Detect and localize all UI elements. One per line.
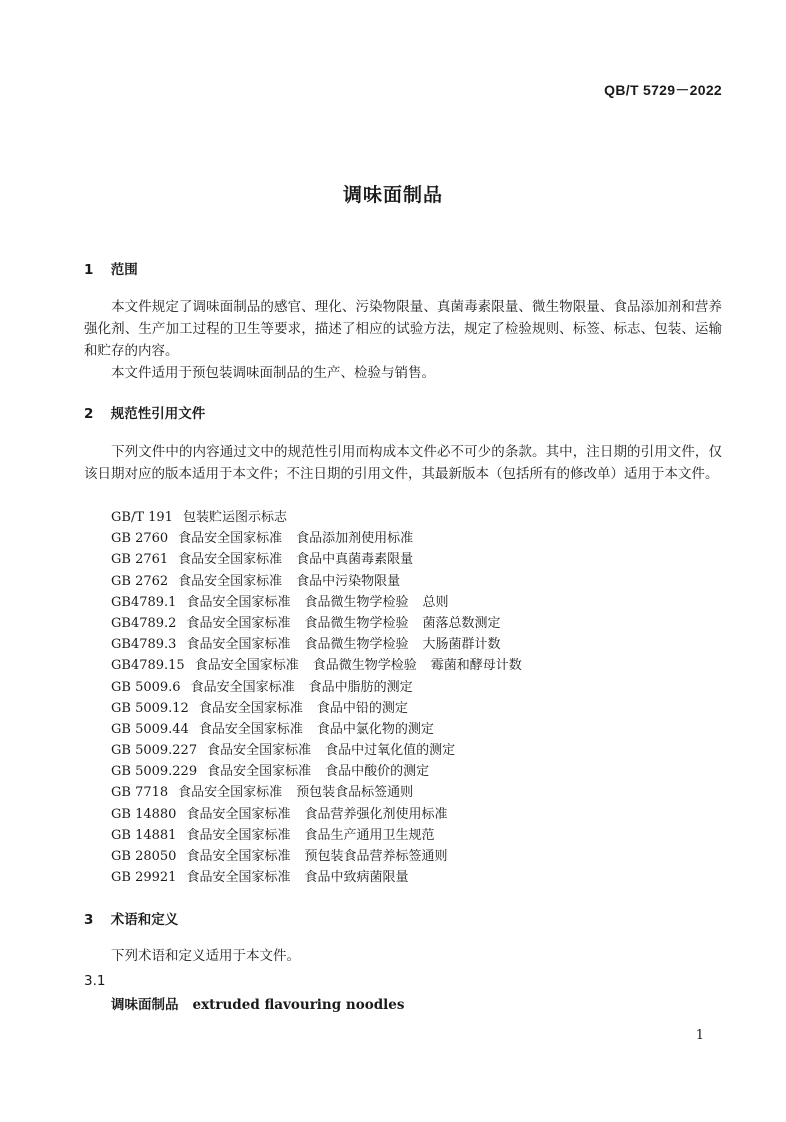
reference-title: 预包装食品营养标签通则 <box>304 849 448 864</box>
reference-title: 食品安全国家标准 <box>186 594 291 610</box>
reference-title: 食品中脂肪的测定 <box>308 679 413 695</box>
reference-code: GB4789.1 <box>111 594 177 610</box>
reference-title: 食品微生物学检验 <box>304 615 409 631</box>
reference-title: 食品安全国家标准 <box>178 573 283 589</box>
reference-title: 菌落总数测定 <box>422 615 501 631</box>
reference-item <box>111 655 536 676</box>
reference-title: 食品安全国家标准 <box>178 531 283 547</box>
term-chinese: 调味面制品 <box>111 997 179 1013</box>
reference-code: GB 2762 <box>111 573 169 589</box>
term-english: extruded flavouring noodles <box>192 997 405 1013</box>
scope-paragraph-1: 本文件规定了调味面制品的感官、理化、污染物限量、真菌毒素限量、微生物限量、食品添加剂和营养强化剂、生产加工过程的卫生等要求，描述了相应的试验方法，规定了检验规则、标签、标志、包装、运输和贮存的内容。 <box>84 299 722 359</box>
reference-code: GB4789.15 <box>111 658 185 674</box>
reference-title: 预包装食品标签通则 <box>296 785 414 801</box>
reference-code: GB 7718 <box>111 785 169 801</box>
section-2-heading <box>84 402 205 422</box>
reference-item <box>111 507 536 528</box>
scope-paragraph-2: 本文件适用于预包装调味面制品的生产、检验与销售。 <box>111 365 435 381</box>
reference-code: GB 5009.229 <box>111 764 198 780</box>
reference-code: GB 2761 <box>111 552 169 568</box>
reference-title: 总则 <box>422 594 449 610</box>
reference-title: 食品中污染物限量 <box>296 573 401 589</box>
reference-title: 食品安全国家标准 <box>186 827 291 843</box>
reference-title: 食品营养强化剂使用标准 <box>304 806 448 822</box>
reference-title: 食品安全国家标准 <box>178 785 283 801</box>
reference-title: 食品安全国家标准 <box>194 658 299 674</box>
document-title: 调味面制品 <box>342 184 443 206</box>
reference-code: GB 14881 <box>111 827 177 843</box>
reference-code: GB/T 191 <box>111 510 173 525</box>
reference-code: GB 5009.12 <box>111 700 189 716</box>
reference-title: 食品中酸价的测定 <box>325 764 430 780</box>
reference-item <box>111 549 536 570</box>
reference-title: 食品添加剂使用标准 <box>296 531 414 547</box>
reference-item <box>111 761 536 782</box>
reference-code: GB4789.3 <box>111 637 177 653</box>
section-title: 术语和定义 <box>110 912 179 928</box>
reference-item <box>111 846 536 867</box>
reference-title: 食品中氯化物的测定 <box>316 721 434 737</box>
reference-title: 食品安全国家标准 <box>186 637 291 653</box>
reference-list <box>111 507 536 888</box>
reference-item <box>111 867 536 888</box>
reference-code: GB 5009.44 <box>111 721 189 737</box>
reference-item <box>111 698 536 719</box>
reference-title: 食品微生物学检验 <box>312 658 417 674</box>
section-title: 规范性引用文件 <box>110 406 206 422</box>
reference-code: GB 28050 <box>111 849 177 864</box>
reference-title: 食品安全国家标准 <box>198 721 303 737</box>
reference-title: 霉菌和酵母计数 <box>430 658 522 674</box>
reference-item <box>111 613 536 634</box>
reference-code: GB 5009.6 <box>111 679 181 695</box>
standard-number: QB/T 5729－2022 <box>604 82 722 98</box>
reference-item <box>111 528 536 549</box>
reference-title: 食品中真菌毒素限量 <box>296 552 414 568</box>
reference-item <box>111 804 536 825</box>
reference-code: GB 5009.227 <box>111 743 198 759</box>
reference-title: 食品微生物学检验 <box>304 637 409 653</box>
reference-title: 食品安全国家标准 <box>207 743 312 759</box>
reference-item <box>111 634 536 655</box>
reference-item <box>111 740 536 761</box>
reference-title: 食品安全国家标准 <box>186 806 291 822</box>
reference-code: GB 14880 <box>111 806 177 822</box>
reference-title: 食品中铅的测定 <box>316 700 408 716</box>
section-3-heading <box>84 908 178 928</box>
term-number: 3.1 <box>84 973 106 989</box>
reference-title: 包装贮运图示标志 <box>182 510 287 525</box>
reference-code: GB 2760 <box>111 531 169 547</box>
reference-item <box>111 592 536 613</box>
reference-title: 大肠菌群计数 <box>422 637 501 653</box>
section-number: 2 <box>84 406 94 422</box>
reference-item <box>111 677 536 698</box>
reference-item <box>111 719 536 740</box>
reference-title: 食品安全国家标准 <box>186 849 291 864</box>
reference-title: 食品安全国家标准 <box>178 552 283 568</box>
reference-title: 食品中过氧化值的测定 <box>325 743 456 759</box>
section-title: 范围 <box>110 262 138 278</box>
reference-title: 食品安全国家标准 <box>186 870 291 886</box>
reference-title: 食品安全国家标准 <box>198 700 303 716</box>
reference-title: 食品安全国家标准 <box>186 615 291 631</box>
reference-title: 食品微生物学检验 <box>304 594 409 610</box>
reference-code: GB4789.2 <box>111 615 177 631</box>
section-1-heading <box>84 258 138 278</box>
reference-item <box>111 782 536 803</box>
term-entry <box>111 993 404 1013</box>
reference-title: 食品安全国家标准 <box>190 679 295 695</box>
reference-item <box>111 825 536 846</box>
reference-item <box>111 571 536 592</box>
section-number: 3 <box>84 912 94 928</box>
reference-title: 食品生产通用卫生规范 <box>304 827 435 843</box>
reference-code: GB 29921 <box>111 870 177 886</box>
normative-intro: 下列文件中的内容通过文中的规范性引用而构成本文件必不可少的条款。其中，注日期的引用文件，仅该日期对应的版本适用于本文件；不注日期的引用文件，其最新版本（包括所有的修改单）适用于本文件。 <box>84 444 722 482</box>
page-number: 1 <box>695 1028 704 1043</box>
reference-title: 食品安全国家标准 <box>207 764 312 780</box>
reference-title: 食品中致病菌限量 <box>304 870 409 886</box>
terms-intro: 下列术语和定义适用于本文件。 <box>111 948 300 964</box>
section-number: 1 <box>84 262 94 278</box>
